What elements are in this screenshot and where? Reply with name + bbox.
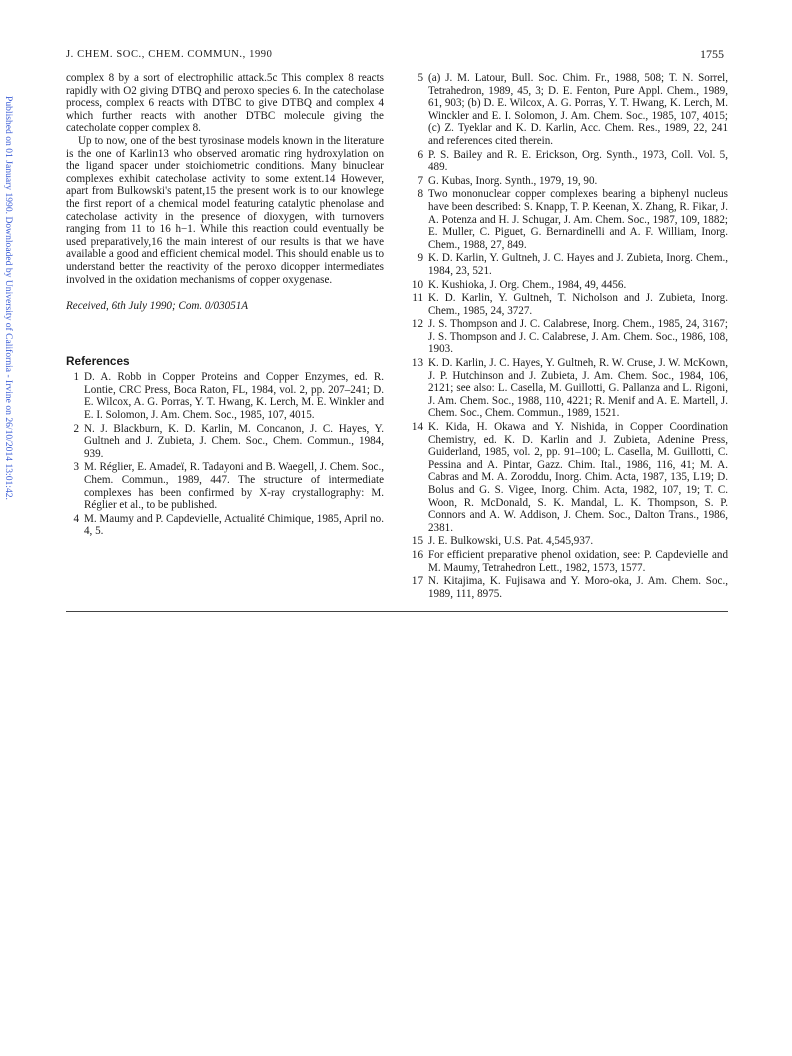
reference-number: 2	[73, 422, 79, 435]
reference-number: 9	[417, 252, 423, 265]
reference-number: 7	[417, 174, 423, 187]
right-column	[410, 72, 728, 601]
reference-item	[66, 371, 384, 421]
reference-text: G. Kubas, Inorg. Synth., 1979, 19, 90.	[428, 174, 598, 187]
footer-rule	[66, 611, 728, 612]
reference-item	[410, 575, 728, 600]
reference-item	[410, 421, 728, 534]
reference-number: 15	[411, 535, 423, 548]
reference-text: P. S. Bailey and R. E. Erickson, Org. Synth., 1973, Coll. Vol. 5, 489.	[428, 148, 728, 174]
reference-number: 17	[411, 575, 423, 588]
reference-text: K. Kushioka, J. Org. Chem., 1984, 49, 4456.	[428, 278, 627, 291]
reference-item	[410, 72, 728, 148]
reference-item	[66, 423, 384, 461]
body-paragraph-1: complex 8 by a sort of electrophilic attack.5c This complex 8 reacts rapidly with O2 giving DTBQ and peroxo species 6. In the catecholase process, complex 6 reacts with DTBC to give DTBQ and complex 4 which further reacts with another DTBC molecule giving the catecholate copper complex 8.	[66, 72, 384, 135]
reference-number: 3	[73, 461, 79, 474]
running-head: J. CHEM. SOC., CHEM. COMMUN., 1990	[66, 49, 273, 60]
reference-item	[410, 175, 728, 188]
download-watermark	[2, 96, 16, 656]
reference-number: 10	[411, 278, 423, 291]
reference-text: K. D. Karlin, Y. Gultneh, T. Nicholson and J. Zubieta, Inorg. Chem., 1985, 24, 3727.	[428, 292, 728, 317]
watermark-text: Published on 01 January 1990. Downloaded by University of California - Irvine on 26/10/2014 13:01:42.	[3, 96, 14, 500]
reference-number: 6	[417, 148, 423, 161]
reference-number: 12	[411, 318, 423, 331]
reference-number: 1	[73, 371, 79, 384]
reference-number: 16	[411, 548, 423, 561]
reference-text: (a) J. M. Latour, Bull. Soc. Chim. Fr., 1988, 508; T. N. Sorrel, Tetrahedron, 1989, 45, 3; D. E. Fenton, Pure Appl. Chem., 1989, 61, 903; (b) D. E. Wilcox, A. G. Porras, Y. T. Hwang, K. Lerch, M. Winckler and E. I. Solomon, J. Am. Chem. Soc., 1985, 107, 4015; (c) Z. Tyeklar and K. D. Karlin, Acc. Chem. Res., 1989, 22, 241 and references cited therein.	[428, 72, 728, 147]
reference-text: M. Maumy and P. Capdevielle, Actualité Chimique, 1985, April no. 4, 5.	[84, 512, 384, 538]
received-line: Received, 6th July 1990; Com. 0/03051A	[66, 300, 249, 313]
reference-text: K. D. Karlin, J. C. Hayes, Y. Gultneh, R. W. Cruse, J. W. McKown, J. P. Hutchinson and J. Zubieta, J. Am. Chem. Soc., 1984, 106, 2121; see also: L. Casella, M. Guillotti, G. Pallanza and L. Rigoni, J. Am. Chem. Soc., 1988, 110, 4221; R. Menif and A. E. Martell, J. Chem. Soc., Chem. Commun., 1989, 1521.	[428, 357, 728, 420]
reference-text: J. E. Bulkowski, U.S. Pat. 4,545,937.	[428, 535, 594, 548]
reference-item	[410, 252, 728, 277]
reference-item	[410, 149, 728, 174]
reference-item	[410, 292, 728, 317]
reference-text: Two mononuclear copper complexes bearing a biphenyl nucleus have been described: S. Knapp, T. P. Keenan, X. Zhang, R. Fikar, J. A. Potenza and H. J. Schugar, J. Am. Chem. Soc., 1987, 109, 1882; E. Muller, C. Piguet, G. Bernardinelli and A. F. William, Inorg. Chem., 1988, 27, 849.	[428, 188, 728, 251]
reference-text: D. A. Robb in Copper Proteins and Copper Enzymes, ed. R. Lontie, CRC Press, Boca Raton, FL, 1984, vol. 2, pp. 207–241; D. E. Wilcox, A. G. Porras, Y. T. Hwang, K. Lerch, M. E. Winkler and E. I. Solomon, J. Am. Chem. Soc., 1985, 107, 4015.	[84, 371, 384, 422]
reference-number: 4	[73, 512, 79, 525]
reference-item	[410, 535, 728, 548]
reference-number: 8	[417, 188, 423, 201]
reference-number: 11	[412, 292, 423, 305]
reference-text: J. S. Thompson and J. C. Calabrese, Inorg. Chem., 1985, 24, 3167; J. S. Thompson and J. C. Calabrese, J. Am. Chem. Soc., 1986, 108, 1903.	[428, 318, 728, 356]
reference-text: N. J. Blackburn, K. D. Karlin, M. Concanon, J. C. Hayes, Y. Gultneh and J. Zubieta, J. Chem. Soc., Chem. Commun., 1984, 939.	[84, 422, 384, 460]
reference-item	[410, 357, 728, 420]
reference-number: 13	[411, 357, 423, 370]
references-list-left	[66, 371, 384, 538]
reference-text: K. D. Karlin, Y. Gultneh, J. C. Hayes and J. Zubieta, Inorg. Chem., 1984, 23, 521.	[428, 252, 728, 277]
reference-item	[410, 318, 728, 356]
page-number: 1755	[700, 47, 724, 61]
reference-number: 5	[417, 72, 423, 84]
reference-item	[66, 513, 384, 538]
reference-item	[410, 279, 728, 292]
reference-text: N. Kitajima, K. Fujisawa and Y. Moro-oka, J. Am. Chem. Soc., 1989, 111, 8975.	[428, 575, 728, 600]
references-list-right	[410, 72, 728, 600]
reference-item	[410, 549, 728, 574]
reference-number: 14	[411, 421, 423, 434]
left-column	[66, 72, 384, 539]
reference-text: K. Kida, H. Okawa and Y. Nishida, in Copper Coordination Chemistry, ed. K. D. Karlin and J. Zubieta, Adenine Press, Guiderland, 1985, vol. 2, pp. 91–100; L. Casella, M. Guillotti, C. Pessina and A. Pintar, Gazz. Chim. Ital., 1986, 116, 41; M. A. Cabras and M. A. Zoroddu, Inorg. Chim. Acta, 1987, 135, L19; D. Bolus and G. S. Vigee, Inorg. Chim. Acta, 1982, 107, 19; T. C. Woon, R. McDonald, S. K. Mandal, L. K. Thompson, S. P. Connors and A. W. Addison, J. Chem. Soc., Dalton Trans., 1986, 2381.	[428, 421, 728, 534]
body-paragraph-2: Up to now, one of the best tyrosinase models known in the literature is the one of Karlin13 who observed aromatic ring hydroxylation on the ligand spacer under stoichiometric conditions. Many binuclear complexes exhibit catecholase activity to some extent.14 However, apart from Bulkowski's patent,15 the present work is to our knowlege the first report of a chemical model featuring catalytic phenolase and catecholase activity in the presence of dioxygen, with turnovers ranging from 11 to 16 h−1. While this reaction could eventually be used preparatively,16 the main interest of our results is that we have available a good and efficient chemical model. This should enable us to understand better the reactivity of the peroxo dicopper intermediates involved in the oxidation mechanisms of copper oxygenase.	[66, 134, 384, 286]
references-heading: References	[66, 353, 130, 368]
reference-item	[410, 188, 728, 251]
reference-text: For efficient preparative phenol oxidation, see: P. Capdevielle and M. Maumy, Tetrahedron Lett., 1982, 1573, 1577.	[428, 548, 728, 574]
reference-text: M. Réglier, E. Amadeï, R. Tadayoni and B. Waegell, J. Chem. Soc., Chem. Commun., 1989, 447. The structure of intermediate complexes has been confirmed by X-ray crystallography: M. Réglier et al., to be published.	[84, 461, 384, 512]
reference-item	[66, 461, 384, 511]
